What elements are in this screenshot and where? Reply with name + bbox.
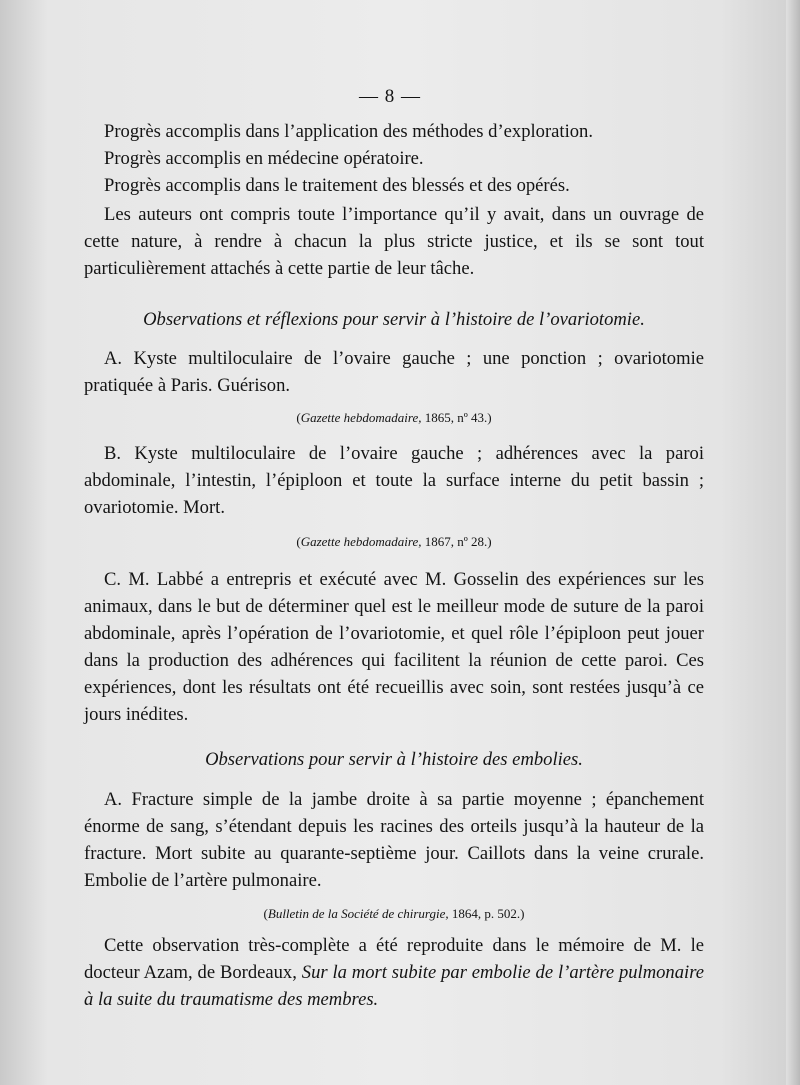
closing-paragraph: [84, 932, 704, 1013]
citation-item-a: (Gazette hebdomadaire, 1865, nº 43.): [296, 410, 492, 425]
section-ovariotomie: [84, 306, 704, 333]
embolies-item-a: A. Fracture simple de la jambe droite à sa partie moyenne ; épanchement énorme de sang, s’étendant depuis les racines des orteils jusqu’à la hauteur de la fracture. Mort subite au quarante-septième jour. Caillots dans la veine crurale. Embolie de l’artère pulmonaire.: [84, 789, 704, 891]
ovariotomie-item-a: A. Kyste multiloculaire de l’ovaire gauche ; une ponction ; ovariotomie pratiquée à Paris. Guérison.: [84, 348, 704, 396]
citation-journal: Gazette hebdomadaire,: [300, 534, 422, 549]
closing-text: Cette observation très-complète a été reproduite dans le mémoire de M. le docteur Azam, de Bordeaux,: [84, 935, 704, 983]
section-heading-ovariotomie: Observations et réflexions pour servir à l’histoire de l’ovariotomie.: [143, 309, 645, 330]
section-heading-embolies: Observations pour servir à l’histoire des embolies.: [205, 749, 583, 770]
citation-journal: Gazette hebdomadaire,: [300, 410, 422, 425]
closing-title: Sur la mort subite par embolie de l’artère pulmonaire à la suite du traumatisme des membres.: [84, 962, 704, 1010]
authors-paragraph: Les auteurs ont compris toute l’importance qu’il y avait, dans un ouvrage de cette nature, à rendre à chacun la plus stricte justice, et ils se sont tout particulièrement attachés à cette partie de leur tâche.: [84, 204, 704, 279]
citation-journal: Bulletin de la Société de chirurgie,: [267, 906, 449, 921]
page-edge-shadow: [786, 0, 800, 1085]
citation-ref: 1865, nº 43.: [421, 410, 488, 425]
progress-list: [84, 118, 704, 199]
citation-embolies-item-a: (Bulletin de la Société de chirurgie, 1864, p. 502.): [263, 906, 525, 921]
ovariotomie-item-c: C. M. Labbé a entrepris et exécuté avec M. Gosselin des expériences sur les animaux, dans le but de déterminer quel est le meilleur mode de suture de la paroi abdominale, après l’opération de l’ovariotomie, et quel rôle l’épiploon peut jouer dans la production des adhérences qui facilitent la réunion de cette paroi. Ces expériences, dont les résultats ont été recueillis avec soin, sont restées jusqu’à ce jours inédites.: [84, 569, 704, 725]
progress-line-3: Progrès accomplis dans le traitement des blessés et des opérés.: [104, 175, 570, 196]
ovariotomie-item-b: B. Kyste multiloculaire de l’ovaire gauche ; adhérences avec la paroi abdominale, l’intestin, l’épiploon et toute la surface interne du petit bassin ; ovariotomie. Mort.: [84, 443, 704, 518]
citation-ref: 1867, nº 28.: [421, 534, 488, 549]
citation-item-b: (Gazette hebdomadaire, 1867, nº 28.): [296, 534, 492, 549]
progress-line-1: Progrès accomplis dans l’application des méthodes d’exploration.: [104, 121, 593, 142]
page-number: — 8 —: [359, 86, 421, 107]
citation-ref: 1864, p. 502.: [448, 906, 521, 921]
section-embolies: [84, 746, 704, 773]
progress-line-2: Progrès accomplis en médecine opératoire.: [104, 148, 424, 169]
